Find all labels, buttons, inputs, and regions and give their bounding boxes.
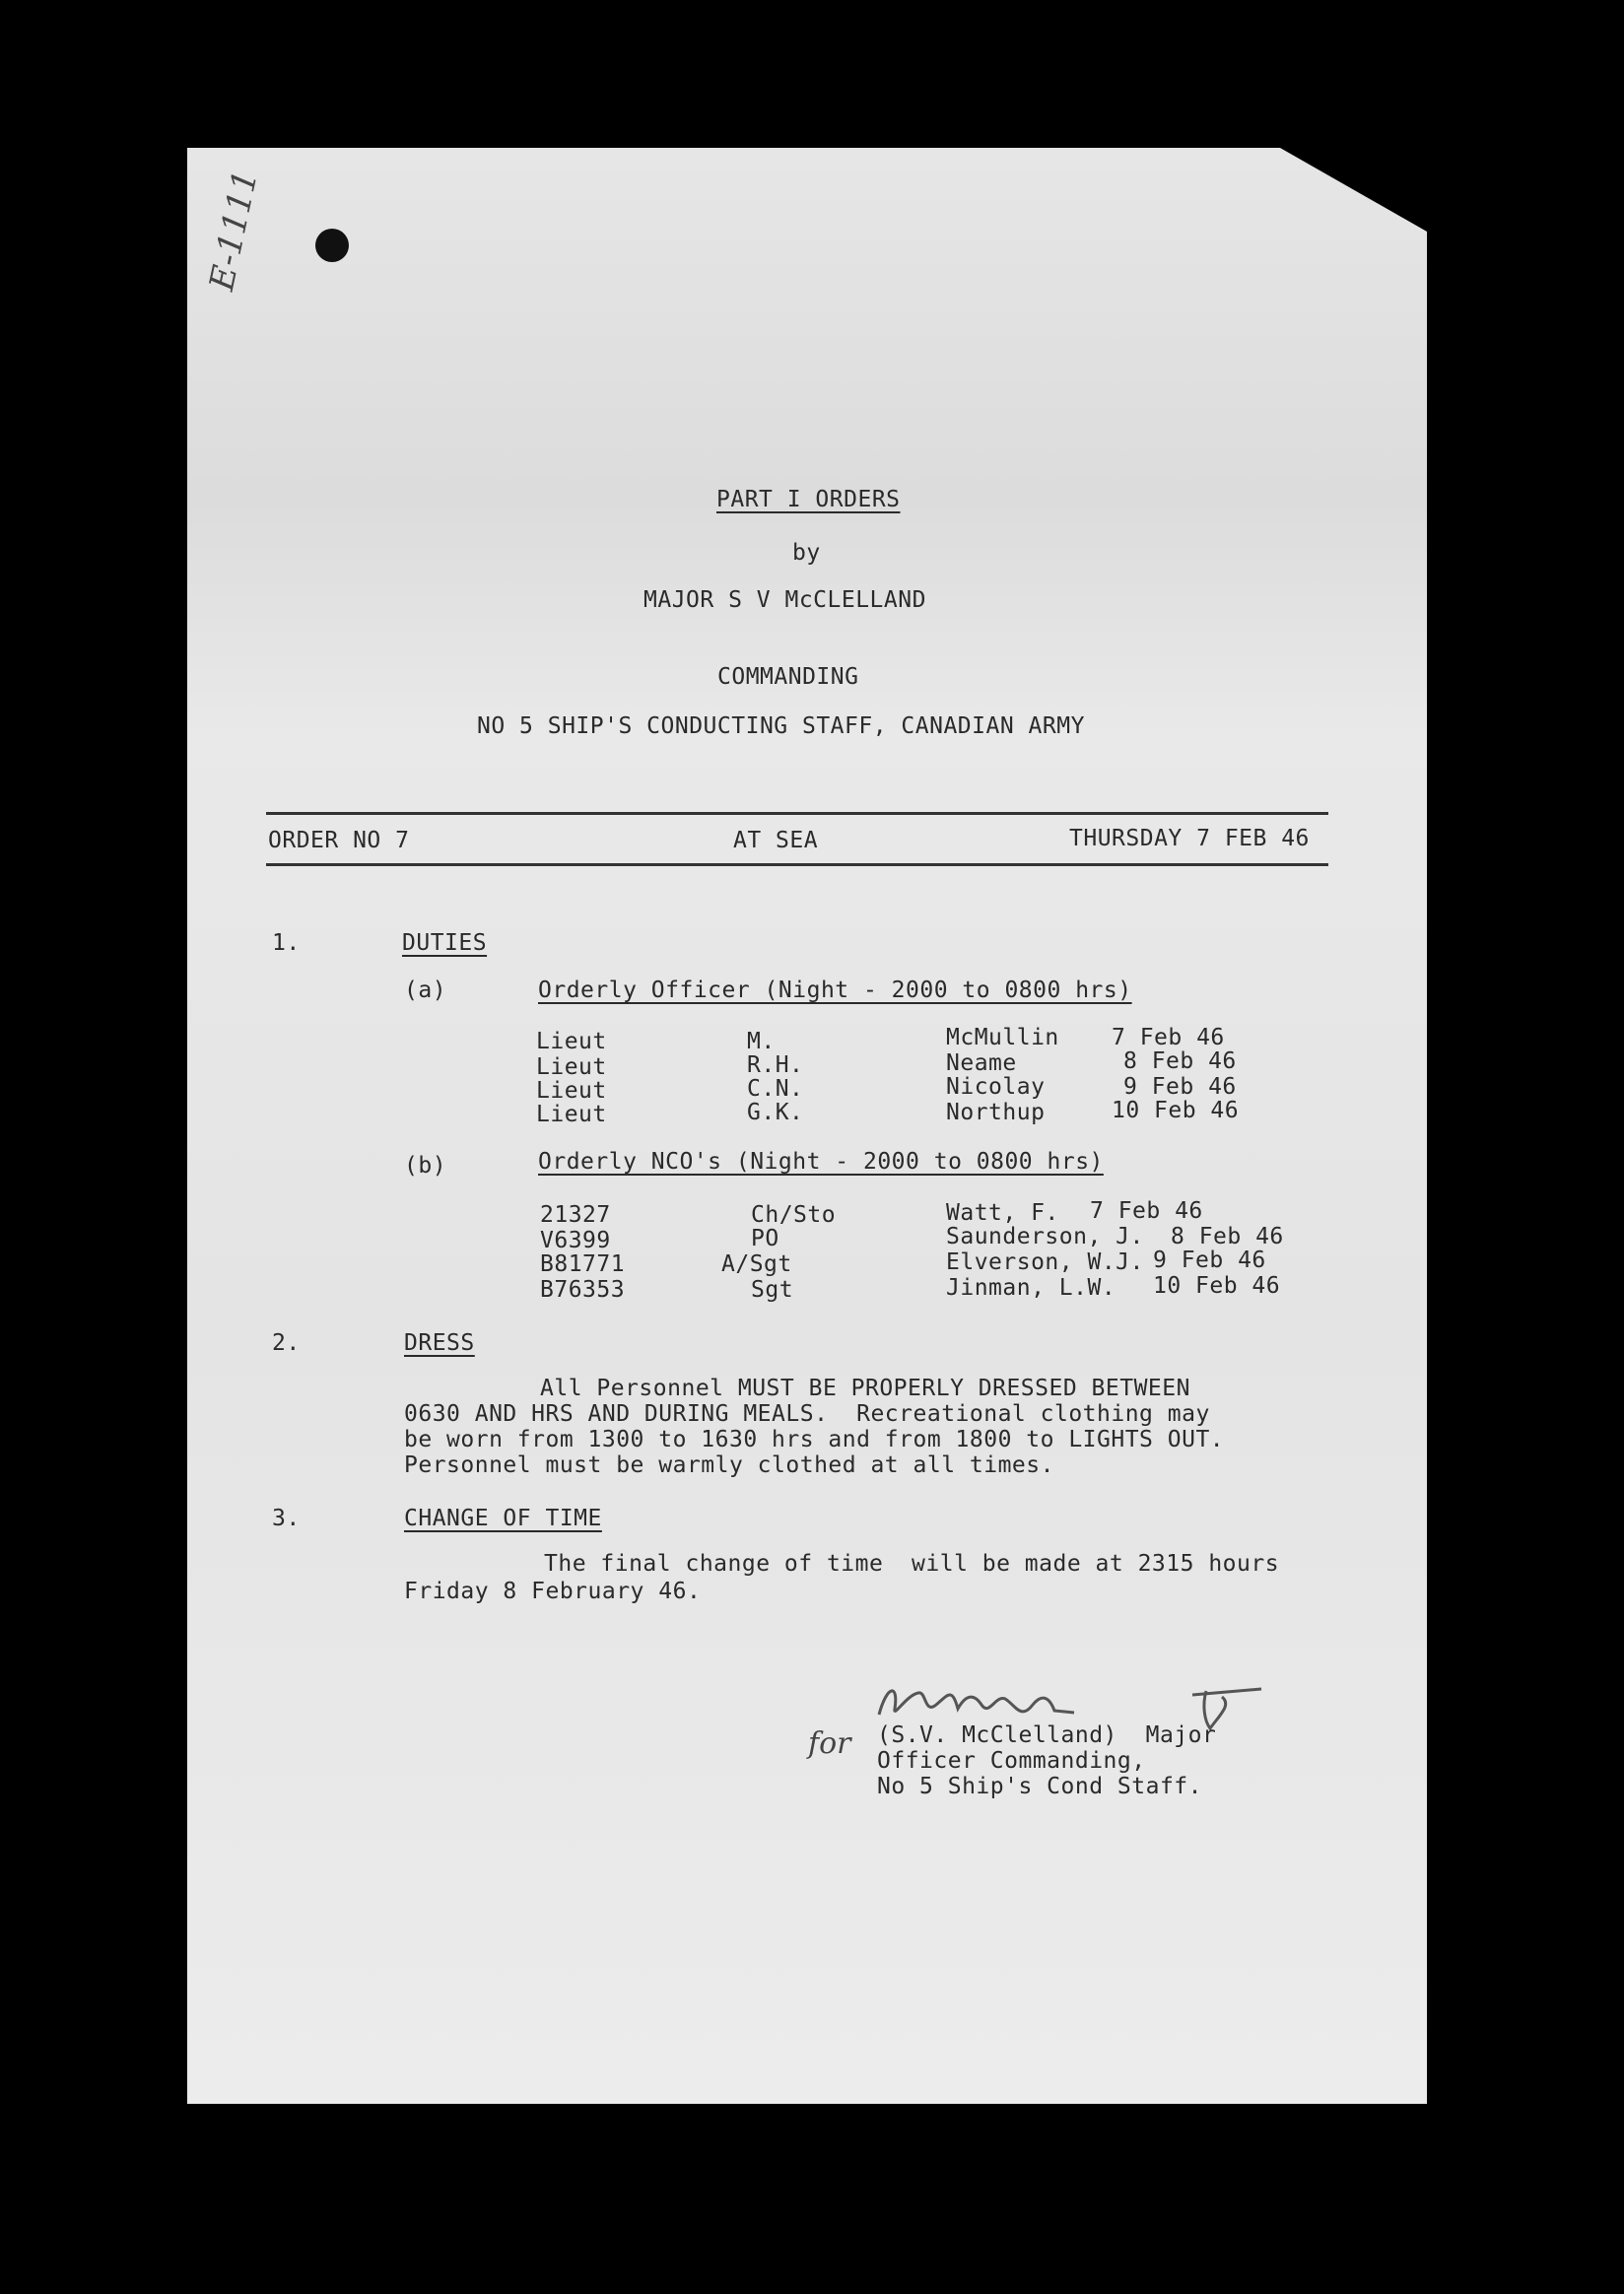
commanding-officer: MAJOR S V McCLELLAND — [643, 587, 926, 613]
subsection-title-orderly-ncos: Orderly NCO's (Night - 2000 to 0800 hrs) — [538, 1149, 1104, 1175]
dress-paragraph-line: Personnel must be warmly clothed at all times. — [404, 1452, 1054, 1478]
list-item-rank: Lieut — [536, 1102, 607, 1127]
list-item-initials: M. — [747, 1029, 776, 1054]
list-item-date: 10 Feb 46 — [1112, 1098, 1240, 1123]
signature-unit-line: No 5 Ship's Cond Staff. — [877, 1774, 1202, 1799]
order-location: AT SEA — [733, 828, 819, 853]
section-number: 2. — [272, 1330, 301, 1356]
list-item-name: Saunderson, J. — [946, 1224, 1144, 1249]
commanding-label: COMMANDING — [717, 664, 859, 690]
list-item-name: Watt, F. — [946, 1200, 1059, 1226]
list-item-date: 9 Feb 46 — [1153, 1248, 1266, 1273]
list-item-date: 10 Feb 46 — [1153, 1273, 1281, 1299]
list-item-rank: Lieut — [536, 1029, 607, 1054]
list-item-name: Jinman, L.W. — [946, 1275, 1116, 1301]
order-bar-top-rule — [266, 812, 1328, 815]
dress-paragraph-line: All Personnel MUST BE PROPERLY DRESSED BETWEEN — [540, 1376, 1190, 1401]
list-item-rank: Lieut — [536, 1054, 607, 1080]
list-item-rank: Sgt — [751, 1277, 794, 1303]
orders-by: by — [792, 540, 821, 566]
list-item-initials: R.H. — [747, 1052, 804, 1078]
list-item-rank: A/Sgt — [721, 1251, 792, 1277]
list-item-name: Elverson, W.J. — [946, 1249, 1144, 1275]
list-item-name: Nicolay — [946, 1074, 1046, 1100]
signature-name-line: (S.V. McClelland) Major — [877, 1722, 1217, 1748]
order-date: THURSDAY 7 FEB 46 — [1069, 826, 1310, 851]
list-item-date: 8 Feb 46 — [1171, 1224, 1284, 1249]
section-number: 3. — [272, 1506, 301, 1531]
list-item-number: B81771 — [540, 1251, 626, 1277]
archive-mark: E-1111 — [202, 167, 266, 295]
unit-name: NO 5 SHIP'S CONDUCTING STAFF, CANADIAN ARMY — [477, 713, 1085, 739]
list-item-date: 9 Feb 46 — [1123, 1074, 1237, 1100]
list-item-number: B76353 — [540, 1277, 626, 1303]
list-item-date: 8 Feb 46 — [1123, 1048, 1237, 1074]
dress-paragraph-line: be worn from 1300 to 1630 hrs and from 1800 to LIGHTS OUT. — [404, 1427, 1225, 1452]
list-item-number: 21327 — [540, 1202, 611, 1228]
order-bar-bottom-rule — [266, 863, 1328, 866]
subsection-label: (a) — [404, 978, 447, 1003]
list-item-rank: Lieut — [536, 1078, 607, 1104]
list-item-name: Neame — [946, 1050, 1017, 1076]
list-item-name: Northup — [946, 1100, 1046, 1125]
document-page — [187, 148, 1427, 2104]
list-item-date: 7 Feb 46 — [1112, 1025, 1225, 1050]
change-of-time-line: The final change of time will be made at 2315 hours — [544, 1551, 1280, 1577]
list-item-number: V6399 — [540, 1228, 611, 1253]
section-title-change-of-time: CHANGE OF TIME — [404, 1506, 602, 1531]
subsection-label: (b) — [404, 1153, 447, 1179]
signature-title-line: Officer Commanding, — [877, 1748, 1146, 1774]
section-title-dress: DRESS — [404, 1330, 475, 1356]
signature-per: for — [808, 1726, 851, 1761]
dress-paragraph-line: 0630 AND HRS AND DURING MEALS. Recreational clothing may — [404, 1401, 1210, 1427]
change-of-time-line: Friday 8 February 46. — [404, 1579, 702, 1604]
list-item-name: McMullin — [946, 1025, 1059, 1050]
order-number: ORDER NO 7 — [268, 828, 410, 853]
section-title-duties: DUTIES — [402, 930, 488, 956]
orders-title: PART I ORDERS — [716, 487, 901, 512]
section-number: 1. — [272, 930, 301, 956]
list-item-rank: PO — [751, 1226, 779, 1251]
list-item-initials: G.K. — [747, 1100, 804, 1125]
subsection-title-orderly-officer: Orderly Officer (Night - 2000 to 0800 hrs) — [538, 978, 1132, 1003]
list-item-rank: Ch/Sto — [751, 1202, 837, 1228]
list-item-date: 7 Feb 46 — [1090, 1198, 1203, 1224]
punch-hole — [315, 229, 349, 262]
list-item-initials: C.N. — [747, 1076, 804, 1102]
